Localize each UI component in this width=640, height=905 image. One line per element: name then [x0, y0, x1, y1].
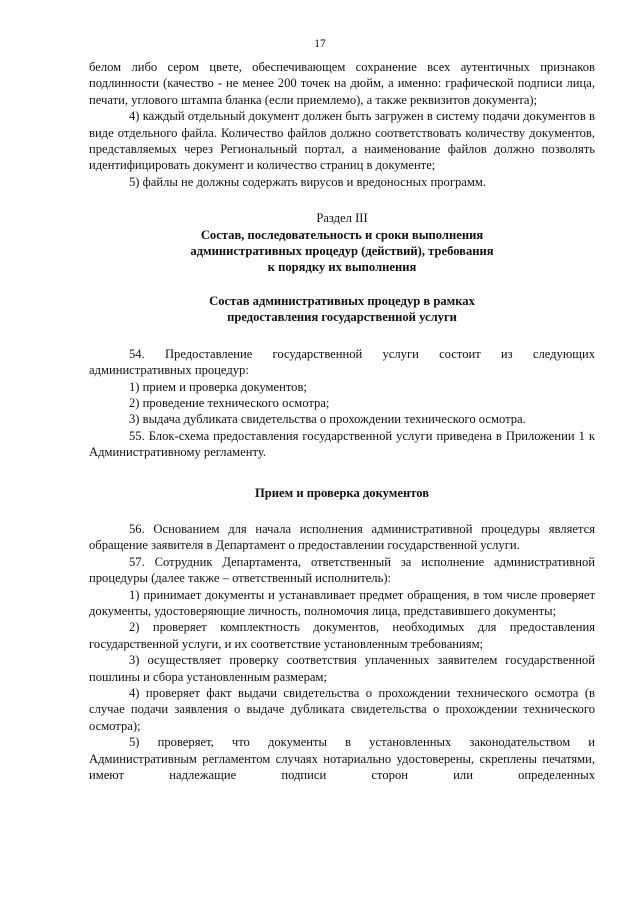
paragraph-55: 55. Блок-схема предоставления государственной услуги приведена в Приложении 1 к Административному регламенту.: [89, 428, 595, 460]
paragraph-54-2: 2) проведение технического осмотра;: [129, 395, 330, 410]
paragraph-54-3: 3) выдача дубликата свидетельства о прохождении технического осмотра.: [129, 412, 526, 427]
paragraph-56: 56. Основанием для начала исполнения административной процедуры является обращение заявителя в Департамент о предоставлении государственной услуги.: [89, 521, 595, 553]
paragraph-intro-3: 5) файлы не должны содержать вирусов и вредоносных программ.: [129, 174, 486, 189]
section-title-line-2: административных процедур (действий), требования: [190, 244, 494, 259]
paragraph-intro-2: 4) каждый отдельный документ должен быть загружен в систему подачи документов в виде отдельного файла. Количество файлов должно соответствовать количеству документов, представляемых через Региональный портал, а наименование файлов должно позволять идентифицировать документ и количество страниц в документе;: [89, 109, 595, 173]
paragraph-57-1: 1) принимает документы и устанавливает предмет обращения, в том числе проверяет документы, удостоверяющие личность, полномочия лица, представившего документы;: [89, 587, 595, 618]
paragraph-intro-1: белом либо сером цвете, обеспечивающем сохранение всех аутентичных признаков подлинности (качество - не менее 200 точек на дюйм, а именно: графической подписи лица, печати, углового штампа бланка (если приемлемо), а также реквизитов документа);: [89, 60, 595, 107]
section-title-line-3: к порядку их выполнения: [267, 260, 417, 275]
paragraph-57-2: 2) проверяет комплектность документов, необходимых для предоставления государственной услуги, и их соответствие установленным требованиям;: [89, 620, 595, 651]
document-body: [89, 59, 595, 783]
section-label: Раздел III: [316, 211, 368, 226]
paragraph-57-4: 4) проверяет факт выдачи свидетельства о прохождении технического осмотра (в случае подачи заявления о выдаче дубликата свидетельства о прохождении технического осмотра);: [89, 686, 595, 733]
section-title-line-1: Состав, последовательность и сроки выполнения: [200, 227, 484, 242]
paragraph-54: 54. Предоставление государственной услуги состоит из следующих административных процедур:: [89, 346, 595, 378]
paragraph-57-5: 5) проверяет, что документы в установленных законодательством и Административным регламентом случаях нотариально удостоверены, скреплены печатями, имеют надлежащие подписи сторон или определенных: [89, 735, 595, 783]
paragraph-57: 57. Сотрудник Департамента, ответственный за исполнение административной процедуры (далее также – ответственный исполнитель):: [89, 554, 595, 586]
subheading-2: Прием и проверка документов: [254, 485, 430, 500]
page-number: 17: [314, 38, 326, 50]
subheading-1-line-2: предоставления государственной услуги: [227, 310, 457, 325]
paragraph-57-3: 3) осуществляет проверку соответствия уплаченных заявителем государственной пошлины и сбора установленным размерам;: [89, 653, 595, 684]
paragraph-54-1: 1) прием и проверка документов;: [129, 379, 307, 394]
subheading-1-line-1: Состав административных процедур в рамках: [209, 293, 475, 308]
